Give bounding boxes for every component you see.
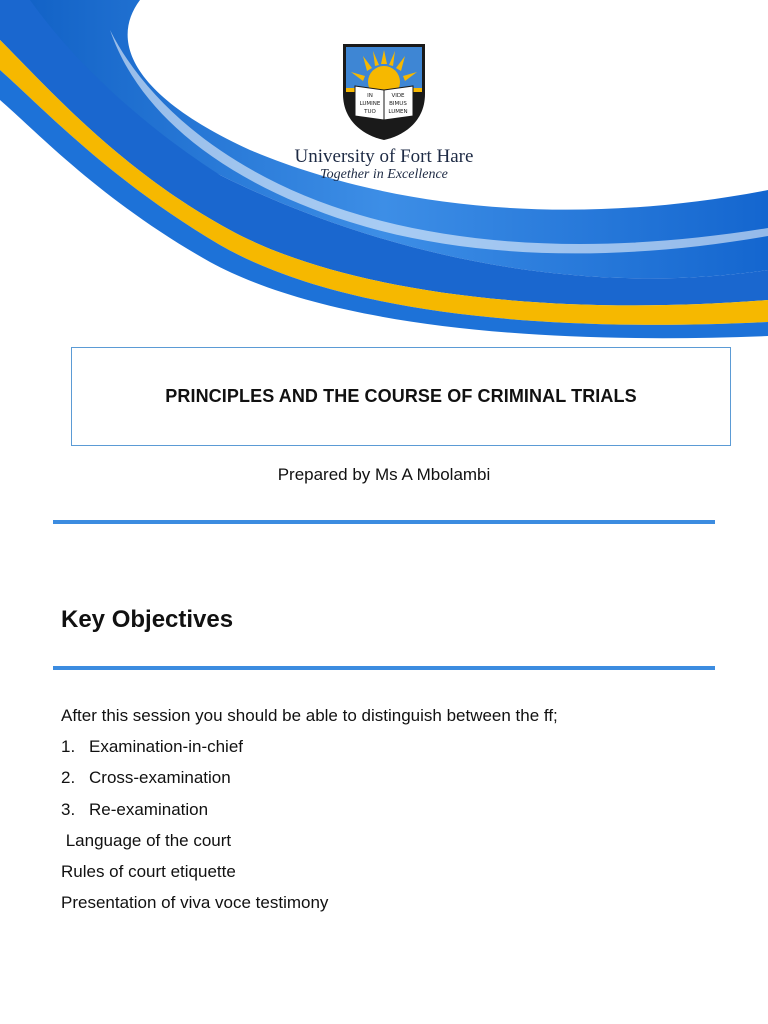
university-crest-logo [341,42,427,142]
svg-text:BIMUS: BIMUS [389,101,407,107]
list-number: 3. [61,799,76,819]
list-text: Re-examination [89,799,209,819]
objectives-body [61,705,558,923]
objective-line: Rules of court etiquette [61,861,236,881]
divider-bottom [53,666,715,670]
university-name: University of Fort Hare [294,146,474,167]
svg-text:VIDE: VIDE [391,93,405,99]
list-text: Cross-examination [89,768,231,788]
prepared-by: Prepared by Ms A Mbolambi [277,465,491,484]
list-item [61,799,558,830]
svg-text:LUMEN: LUMEN [388,109,408,115]
objective-line: Language of the court [61,830,232,850]
svg-text:LUMINE: LUMINE [359,101,381,107]
document-title: PRINCIPLES AND THE COURSE OF CRIMINAL TRIALS [165,386,637,406]
list-number: 1. [61,737,76,757]
list-text: Examination-in-chief [89,737,244,757]
university-motto: Together in Excellence [320,167,448,182]
objective-line: Presentation of viva voce testimony [61,893,329,913]
svg-text:IN: IN [367,93,373,99]
list-item [61,736,558,767]
divider-top [53,520,715,524]
list-number: 2. [61,768,76,788]
svg-text:TUO: TUO [364,109,376,115]
list-item [61,767,558,798]
document-title-box [71,347,731,446]
section-heading: Key Objectives [61,606,234,633]
objectives-intro: After this session you should be able to distinguish between the ff; [61,706,558,725]
